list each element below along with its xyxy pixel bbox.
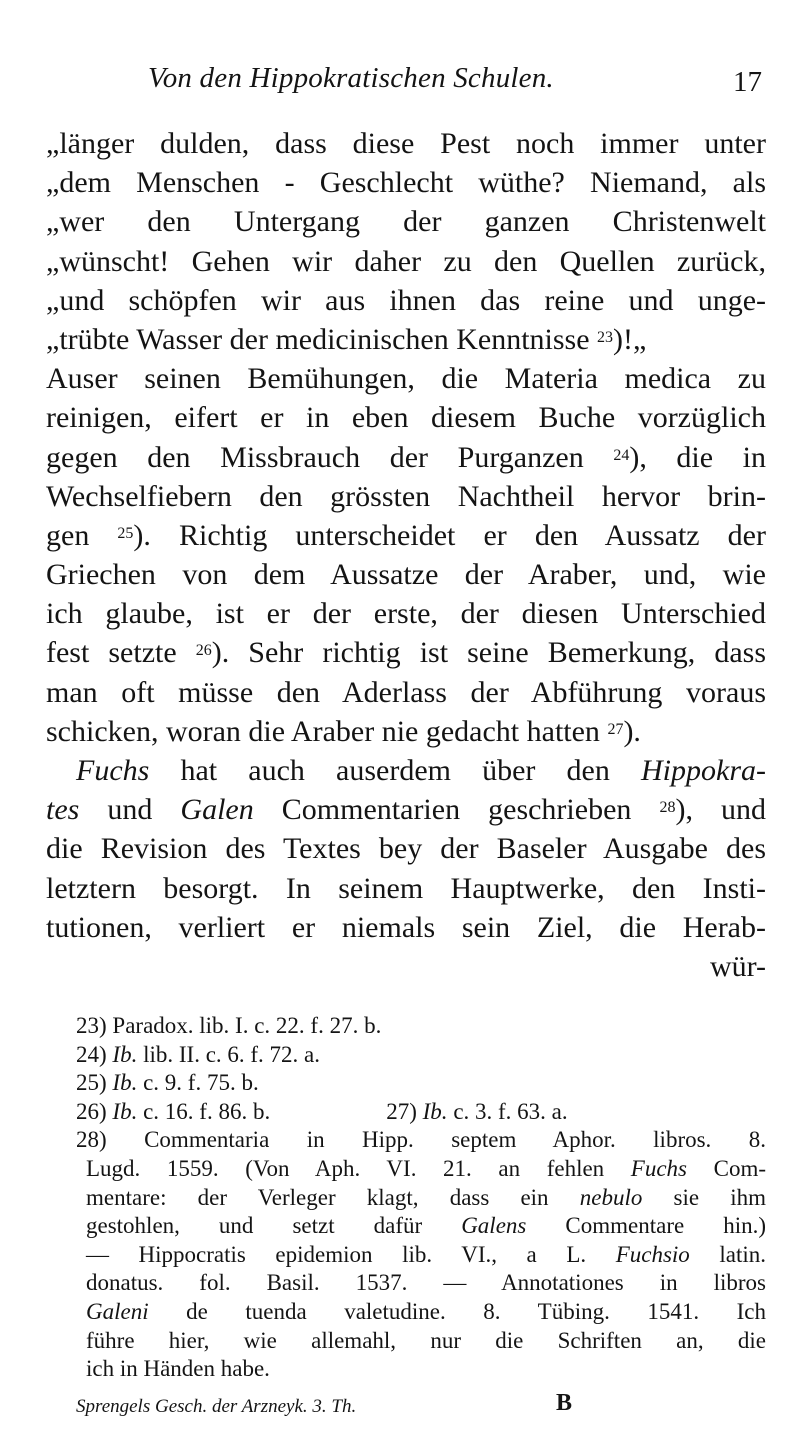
text-line <box>46 712 766 751</box>
ibid: Ib. <box>112 1070 138 1096</box>
text-line: „und schöpfen wir aus ihnen das reine und unge- <box>46 283 766 317</box>
footnote-28-line <box>76 1184 766 1213</box>
text-line: Auser seinen Bemühungen, die Materia medica zu <box>46 362 766 396</box>
footnote-28-line: donatus. fol. Basil. 1537. — Annotationes in libros <box>86 1270 766 1296</box>
footnote-text: — Hippocratis epidemion lib. VI., a L. <box>86 1241 587 1267</box>
footnote-number: 27) <box>386 1098 417 1124</box>
text-line: Wechselfiebern den grössten Nachtheil hervor brin- <box>46 479 766 513</box>
footnote-28-line <box>76 1155 766 1184</box>
footnote-23: 23) Paradox. lib. I. c. 22. f. 27. b. <box>76 1013 382 1038</box>
text-line <box>46 320 766 359</box>
footnote-number: 25) <box>76 1070 107 1096</box>
author-name: tes <box>46 793 80 827</box>
footnote-text: sie ihm <box>673 1184 767 1210</box>
text-line: letztern besorgt. In seinem Hauptwerke, den Insti- <box>46 871 766 905</box>
text-line: die Revision des Textes bey der Baseler Ausgabe des <box>46 832 766 866</box>
footnote-ref: 28 <box>659 799 676 817</box>
author-name: Fuchs <box>76 754 150 787</box>
signature-text: Sprengels Gesch. der Arzneyk. 3. Th. <box>76 1396 357 1417</box>
footnote-25 <box>76 1069 766 1098</box>
footnote-28-line <box>76 1298 766 1327</box>
text-line: man oft müsse den Aderlass der Abführung voraus <box>46 675 766 709</box>
footnote-26-27 <box>76 1098 766 1127</box>
text-segment: ), und <box>675 793 766 827</box>
text-segment: )!„ <box>613 322 647 356</box>
text-segment: „trübte Wasser der medicinischen Kenntnisse <box>46 322 590 356</box>
ibid: Ib. <box>112 1098 138 1124</box>
footnote-ref: 24 <box>613 446 630 464</box>
footnote-text: lib. II. c. 6. f. 72. a. <box>143 1041 321 1067</box>
text-segment: ). <box>623 714 641 748</box>
footnote-24 <box>76 1041 766 1070</box>
footnotes <box>76 1012 766 1384</box>
text-line: „länger dulden, dass diese Pest noch immer unter <box>46 127 766 160</box>
text-segment: ). Sehr richtig ist seine Bemerkung, dass <box>211 636 766 670</box>
catchword: wür- <box>709 949 766 983</box>
text-segment: gegen den Missbrauch der Purganzen <box>46 440 584 474</box>
text-line <box>46 751 766 790</box>
text-segment: hat auch auserdem über den <box>180 754 610 787</box>
footnote-number: 24) <box>76 1041 107 1067</box>
text-line <box>46 790 766 829</box>
ibid: Ib. <box>422 1098 448 1124</box>
printer-signature <box>76 1390 766 1418</box>
text-line: Griechen von dem Aussatze der Araber, und, wie <box>46 558 766 592</box>
text-segment: gen <box>46 518 90 552</box>
footnote-28-line <box>76 1212 766 1241</box>
author-name: Galen <box>180 793 254 827</box>
footnote-text: c. 9. f. 75. b. <box>143 1070 259 1096</box>
footnote-text: gestohlen, und setzt dafür <box>86 1213 423 1239</box>
footnote-ref: 26 <box>195 642 212 660</box>
signature-mark: B <box>556 1390 573 1416</box>
footnote-text: mentare: der Verleger klagt, dass ein <box>86 1184 549 1210</box>
text-line: ich glaube, ist er der erste, der diesen Unterschied <box>46 597 766 631</box>
text-line: reinigen, eifert er in eben diesem Buche vorzüglich <box>46 401 766 435</box>
page-number: 17 <box>733 66 762 98</box>
text-segment: Commentarien geschrieben <box>281 793 632 827</box>
text-line: tutionen, verliert er niemals sein Ziel, die Herab- <box>46 910 766 944</box>
author-name: Fuchsio <box>615 1241 690 1267</box>
footnote-text: de tuenda valetudine. 8. Tübing. 1541. Ich <box>186 1298 767 1324</box>
text-line: „wünscht! Gehen wir daher zu den Quellen zurück, <box>46 244 766 278</box>
text-segment: ), die in <box>629 440 767 474</box>
footnote-text: c. 16. f. 86. b. <box>143 1098 271 1124</box>
latin-word: nebulo <box>579 1184 643 1210</box>
footnote-number: 26) <box>76 1098 107 1124</box>
text-line: „wer den Untergang der ganzen Christenwelt <box>46 205 766 239</box>
page-header <box>0 62 800 112</box>
text-segment: ). Richtig unterscheidet er den Aussatz der <box>133 518 766 552</box>
author-name: Galeni <box>86 1298 149 1324</box>
footnote-28: 28) Commentaria in Hipp. septem Aphor. libros. 8. <box>76 1127 766 1153</box>
running-title: Von den Hippokratischen Schulen. <box>148 62 554 94</box>
footnote-28-line <box>76 1241 766 1270</box>
footnote-ref: 23 <box>597 328 614 346</box>
author-name: Hippokra- <box>641 754 766 787</box>
text-line: „dem Menschen - Geschlecht wüthe? Niemand, als <box>46 166 766 200</box>
text-segment: schicken, woran die Araber nie gedacht hatten <box>46 714 600 748</box>
author-name: Galens <box>461 1213 527 1239</box>
footnote-text: Lugd. 1559. (Von Aph. VI. 21. an fehlen <box>86 1155 605 1181</box>
text-line <box>46 438 766 477</box>
footnote-text: c. 3. f. 63. a. <box>453 1098 568 1124</box>
text-segment: und <box>107 793 153 827</box>
text-line <box>46 516 766 555</box>
text-segment: fest setzte <box>46 636 177 670</box>
ibid: Ib. <box>112 1041 138 1067</box>
author-name: Fuchs <box>630 1155 688 1181</box>
footnote-text: latin. <box>719 1241 767 1267</box>
main-text <box>46 124 766 986</box>
footnote-28-line: ich in Händen habe. <box>86 1356 270 1382</box>
footnote-ref: 25 <box>117 524 134 542</box>
footnote-text: Com- <box>713 1155 767 1181</box>
footnote-28-line: führe hier, wie allemahl, nur die Schriften an, die <box>86 1327 766 1353</box>
footnote-ref: 27 <box>607 720 624 738</box>
footnote-text: Commentare hin.) <box>565 1213 767 1239</box>
text-line <box>46 633 766 672</box>
